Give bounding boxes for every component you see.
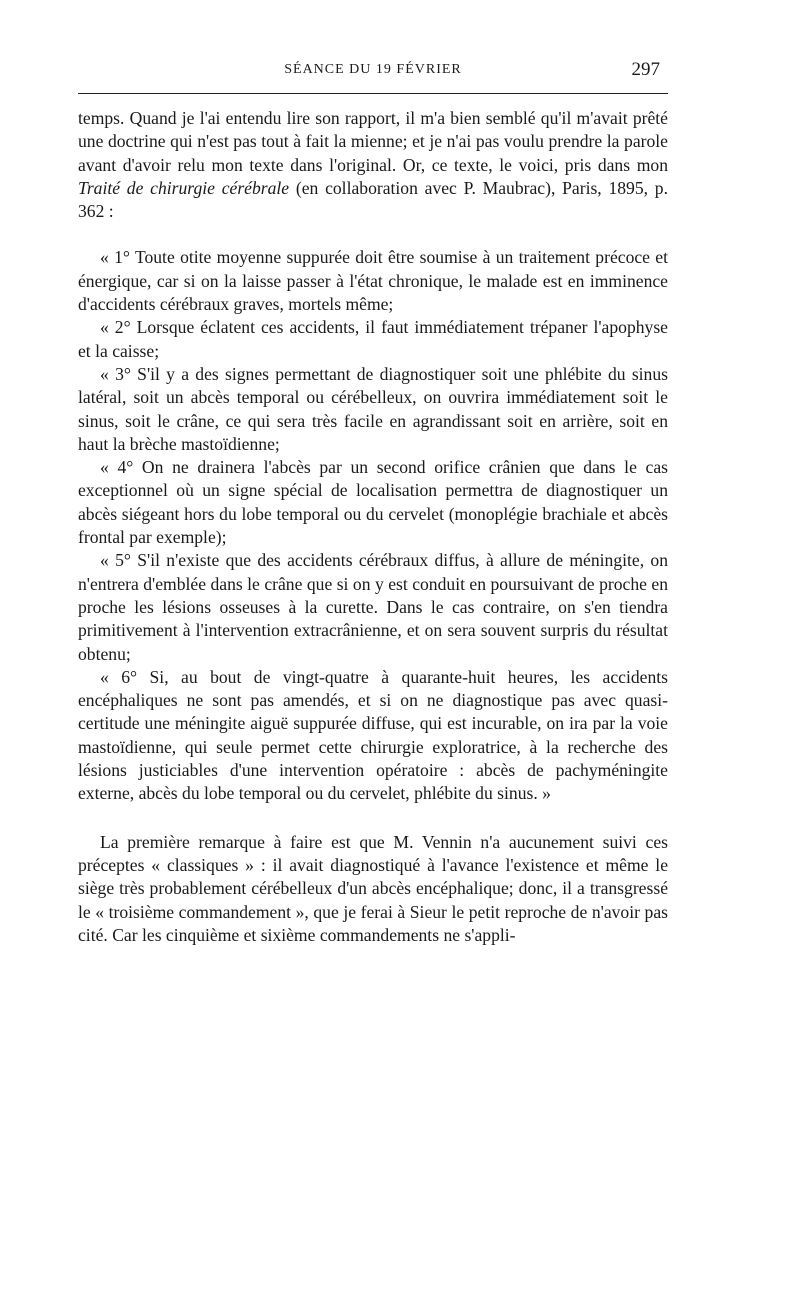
running-head (78, 58, 668, 82)
conclusion-paragraph: La première remarque à faire est que M. Vennin n'a aucunement suivi ces préceptes « classiques » : il avait diagnostiqué à l'avance l'existence et même le siège très probablement cérébelleux d'un abcès encéphalique; donc, il a transgressé le « troisième commandement », que je ferai à Sieur le petit reproche de n'avoir pas cité. Car les cinquième et sixième commandements ne s'appli- (78, 831, 668, 945)
header-rule (78, 93, 668, 94)
intro-paragraph (78, 107, 668, 223)
book-title: Traité de chirurgie cérébrale (78, 177, 290, 198)
spacer (78, 806, 668, 831)
quote-item-6: « 6° Si, au bout de vingt-quatre à quarante-huit heures, les accidents encéphaliques ne sont pas amendés, et si on ne diagnostique pas avec quasi-certitude une méningite aiguë suppurée diffuse, qui est incurable, on ira par la voie mastoïdienne, qui seule permet cette chirurgie exploratrice, à la recherche des lésions justiciables d'une intervention opératoire : abcès de pachyméningite externe, abcès du lobe temporal ou du cervelet, phlébite du sinus. » (78, 666, 668, 804)
book-page (78, 0, 668, 1289)
quote-item-2: « 2° Lorsque éclatent ces accidents, il faut immédiatement trépaner l'apophyse et la caisse; (78, 317, 668, 361)
intro-text-a: temps. Quand je l'ai entendu lire son rapport, il m'a bien semblé qu'il m'avait prêté une doctrine qui n'est pas tout à fait la mienne; et je n'ai pas voulu prendre la parole avant d'avoir relu mon texte dans l'original. Or, ce texte, le voici, pris dans mon (78, 108, 668, 175)
quote-item-5: « 5° S'il n'existe que des accidents cérébraux diffus, à allure de méningite, on n'entrera d'emblée dans le crâne que si on y est conduit en poursuivant de proche en proche les lésions osseuses à la curette. Dans le cas contraire, on s'en tiendra primitivement à l'intervention extracrânienne, et on sera souvent surpris du résultat obtenu; (78, 550, 668, 664)
quote-item-4: « 4° On ne drainera l'abcès par un second orifice crânien que dans le cas exceptionnel où un signe spécial de localisation permettra de diagnostiquer un abcès siégeant hors du lobe temporal ou du cervelet (monoplégie brachiale et abcès frontal par exemple); (78, 457, 668, 548)
quote-item-3: « 3° S'il y a des signes permettant de diagnostiquer soit une phlébite du sinus latéral, soit un abcès temporal ou cérébelleux, on ouvrira immédiatement soit le sinus, soit le crâne, ce qui sera très facile en agrandissant soit en arrière, soit en haut la brèche mastoïdienne; (78, 363, 668, 454)
running-title: SÉANCE DU 19 FÉVRIER (284, 62, 462, 77)
page-number: 297 (631, 59, 660, 80)
spacer (78, 223, 668, 246)
quote-item-1: « 1° Toute otite moyenne suppurée doit être soumise à un traitement précoce et énergique, car si on la laisse passer à l'état chronique, le malade est en imminence d'accidents cérébraux graves, mortels même; (78, 247, 668, 315)
intro-text-b: (en collaboration avec P. Maubrac), Paris, 1895, p. 362 : (78, 177, 668, 222)
body-text (78, 107, 668, 947)
